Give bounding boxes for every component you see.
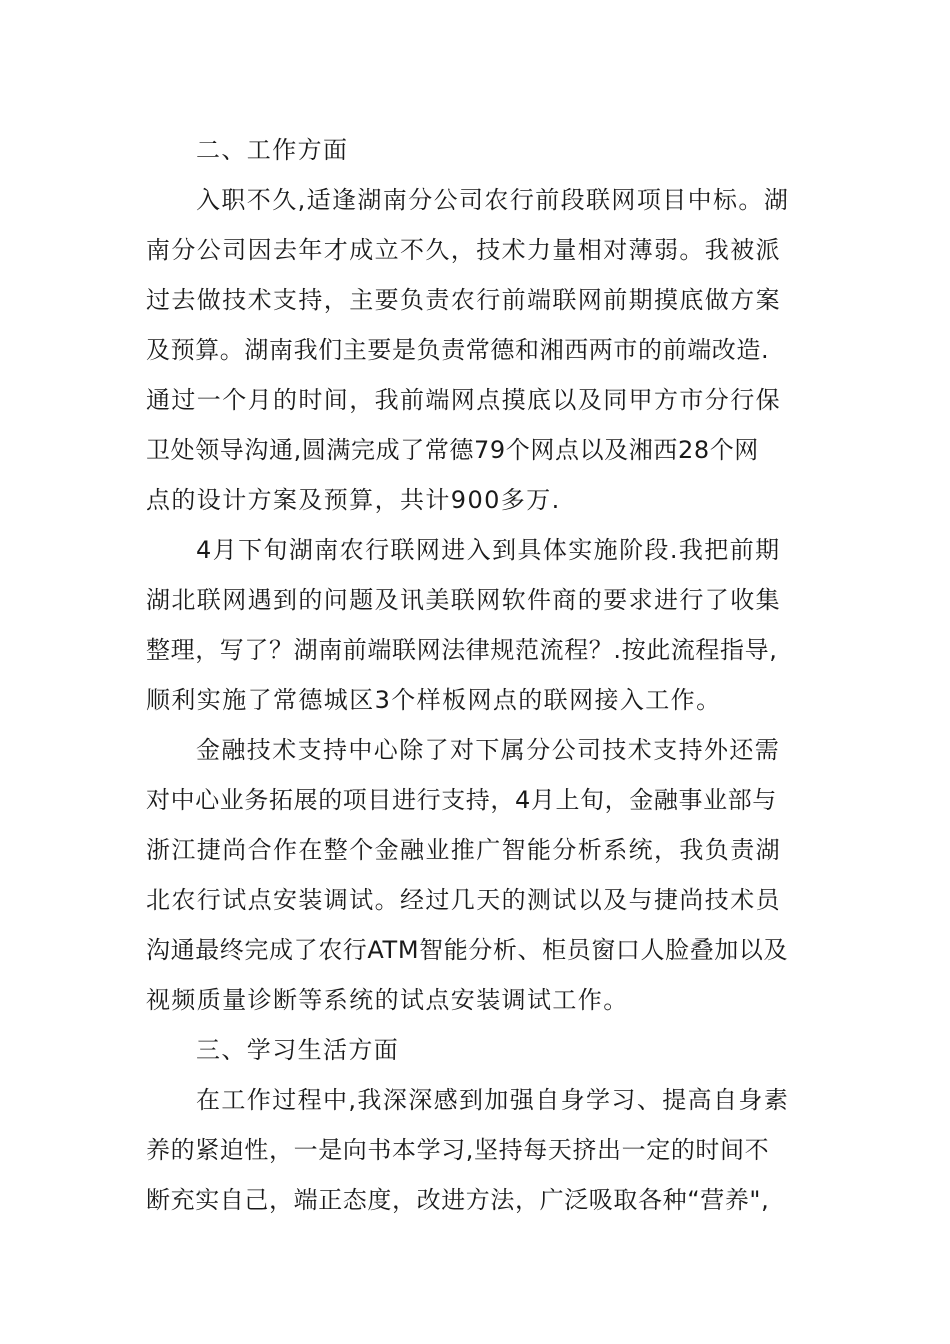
paragraph-line: 断充实自己，端正态度，改进方法，广泛吸取各种“营养", [146,1186,770,1214]
paragraph-line: 在工作过程中,我深深感到加强自身学习、提高自身素 [196,1086,790,1114]
paragraph-line: 湖北联网遇到的问题及讯美联网软件商的要求进行了收集 [146,586,781,614]
section-heading-work: 二、工作方面 [196,136,349,164]
paragraph-line: 4月下旬湖南农行联网进入到具体实施阶段.我把前期 [196,536,781,564]
paragraph-line: 顺利实施了常德城区3个样板网点的联网接入工作。 [146,686,722,714]
paragraph-line: 点的设计方案及预算，共计900多万. [146,486,561,514]
paragraph-line: 北农行试点安装调试。经过几天的测试以及与捷尚技术员 [146,886,781,914]
paragraph-line: 南分公司因去年才成立不久，技术力量相对薄弱。我被派 [146,236,781,264]
paragraph-line: 整理，写了？湖南前端联网法律规范流程？.按此流程指导, [146,636,778,664]
paragraph-line: 金融技术支持中心除了对下属分公司技术支持外还需 [196,736,781,764]
paragraph-line: 浙江捷尚合作在整个金融业推广智能分析系统，我负责湖 [146,836,781,864]
section-heading-study-life: 三、学习生活方面 [196,1036,400,1064]
paragraph-line: 视频质量诊断等系统的试点安装调试工作。 [146,986,629,1014]
paragraph-line: 通过一个月的时间，我前端网点摸底以及同甲方市分行保 [146,386,781,414]
paragraph-line: 入职不久,适逢湖南分公司农行前段联网项目中标。湖 [196,186,790,214]
paragraph-line: 及预算。湖南我们主要是负责常德和湘西两市的前端改造. [146,336,770,364]
paragraph-line: 养的紧迫性，一是向书本学习,坚持每天挤出一定的时间不 [146,1136,770,1164]
paragraph-line: 沟通最终完成了农行ATM智能分析、柜员窗口人脸叠加以及 [146,936,789,964]
paragraph-line: 对中心业务拓展的项目进行支持，4月上旬，金融事业部与 [146,786,777,814]
paragraph-line: 卫处领导沟通,圆满完成了常德79个网点以及湘西28个网 [146,436,759,464]
paragraph-line: 过去做技术支持，主要负责农行前端联网前期摸底做方案 [146,286,781,314]
